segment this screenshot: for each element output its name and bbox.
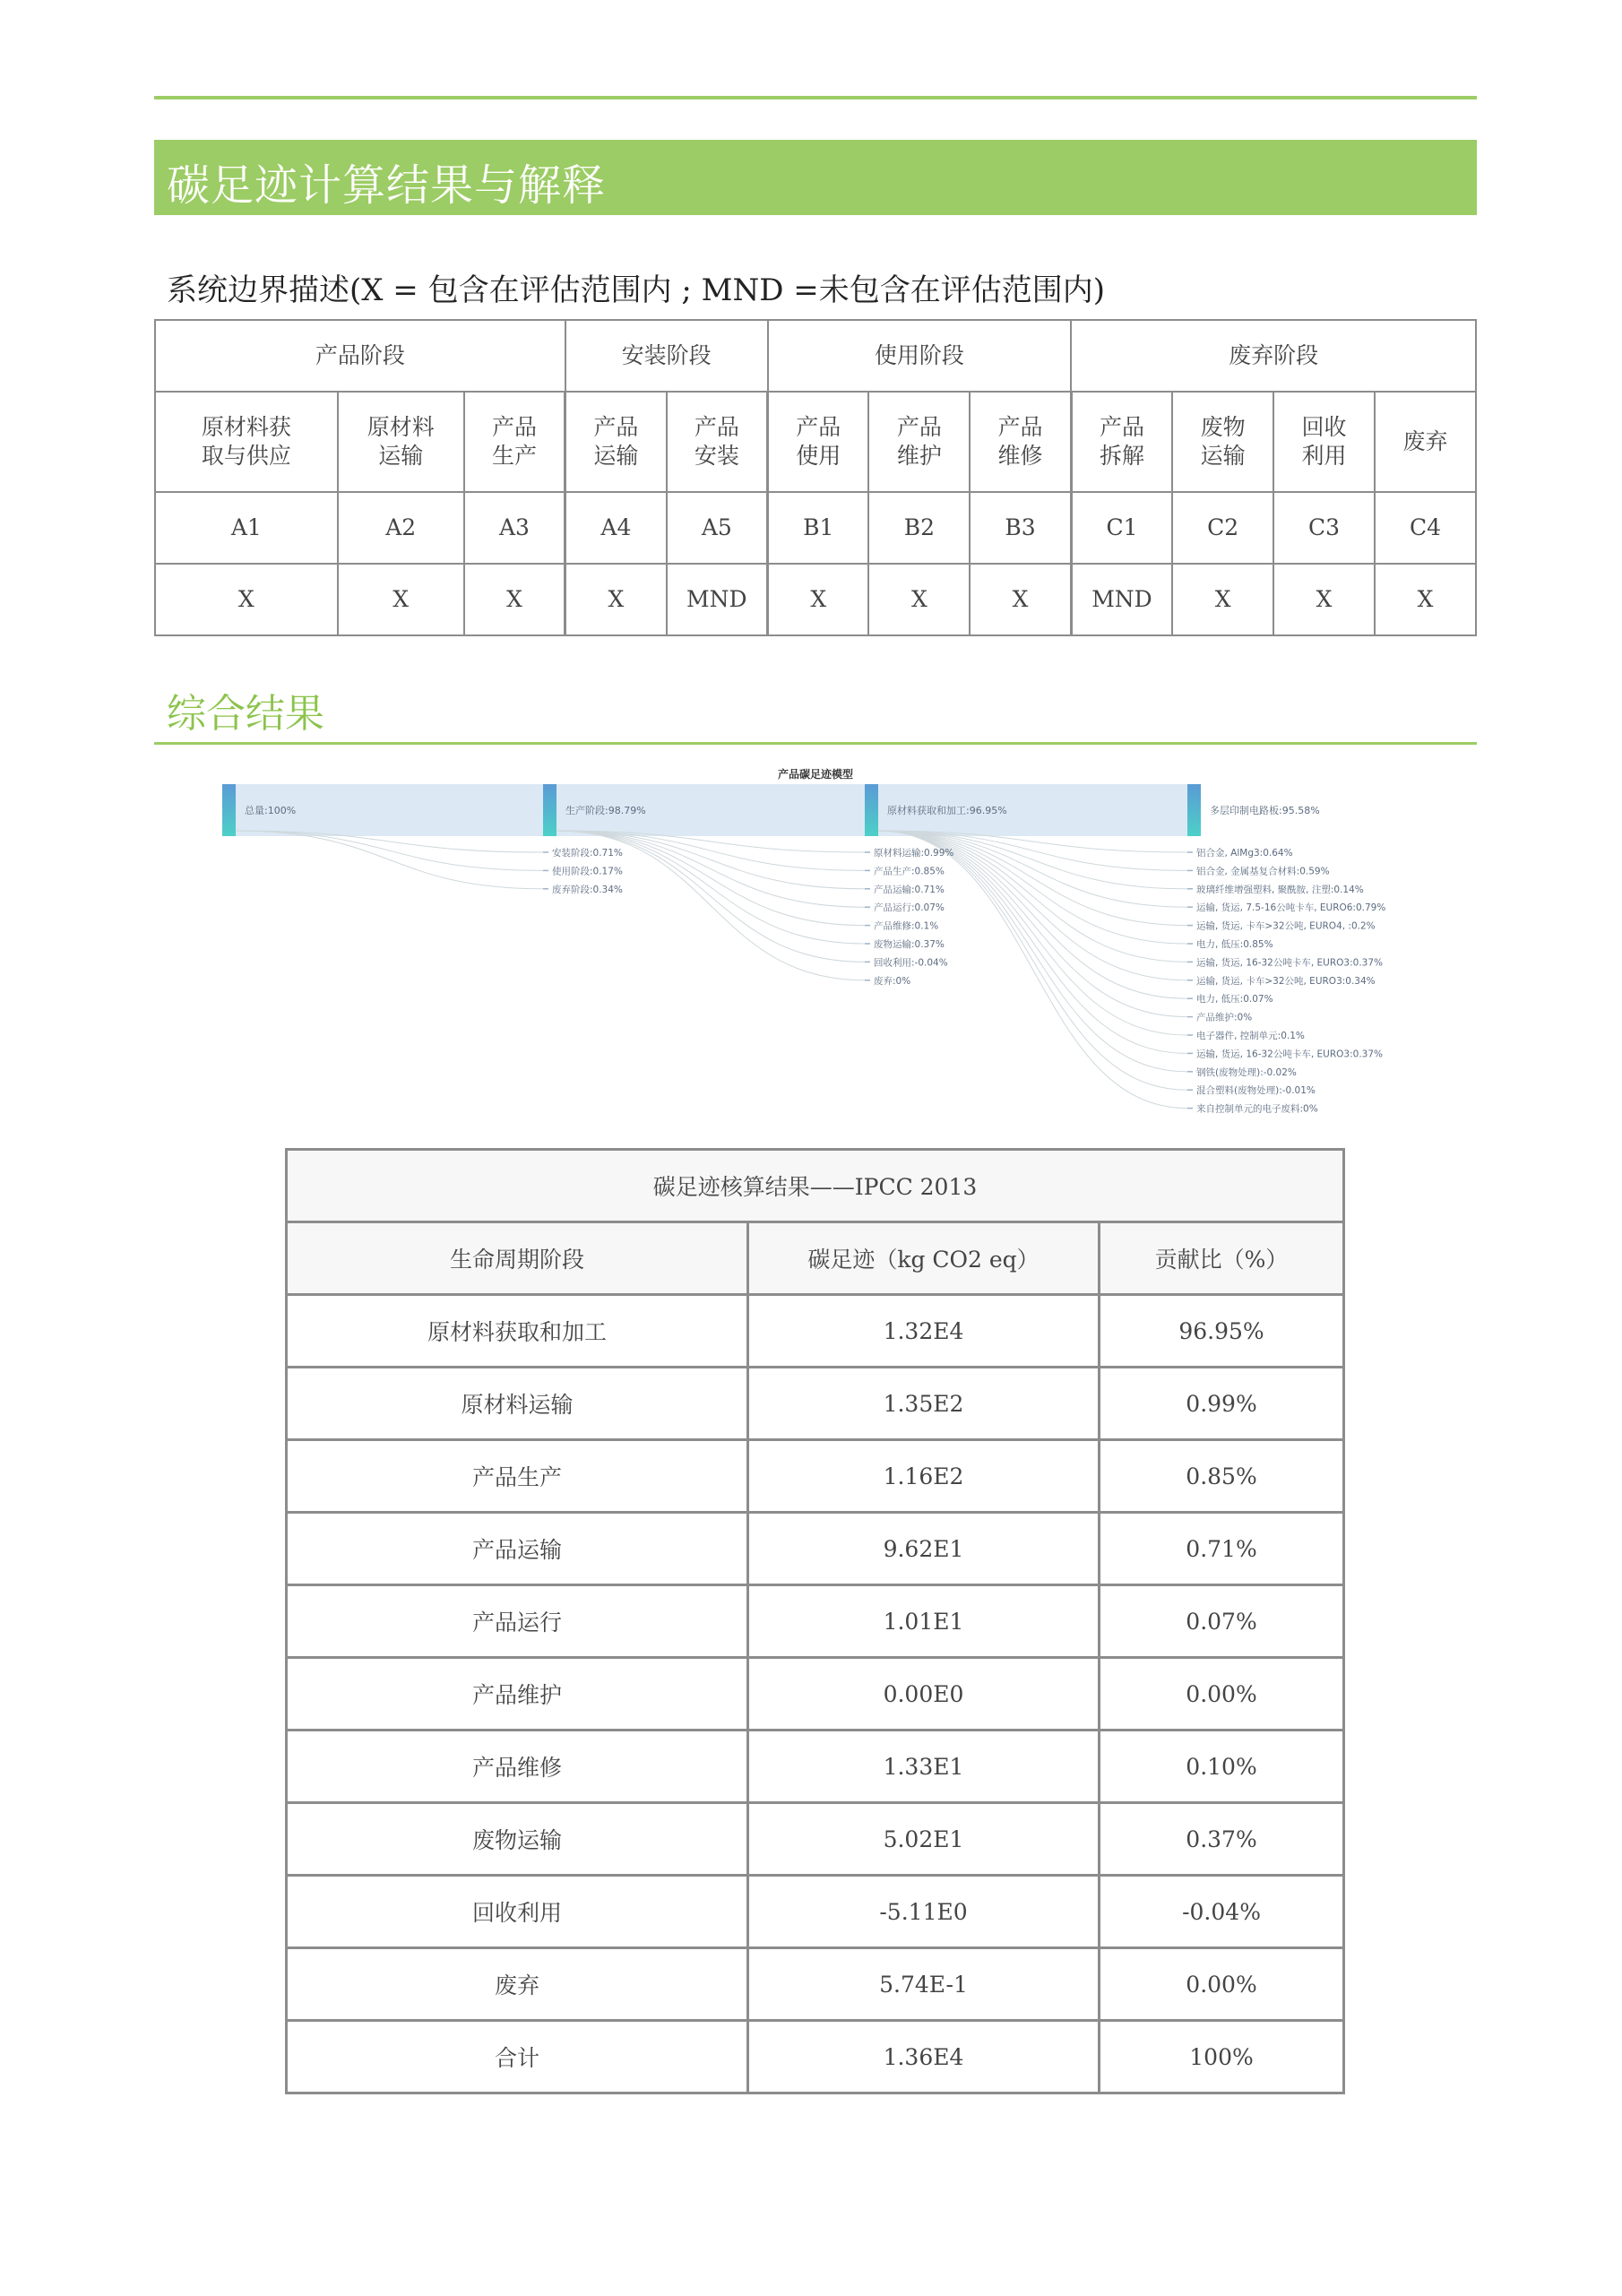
module-label-line: 产品: [593, 414, 639, 440]
sankey-node-label: 生产阶段:98.79%: [565, 805, 646, 816]
sankey-leaf-label: 回收利用:-0.04%: [874, 957, 948, 969]
module-label-line: 产品: [491, 414, 537, 440]
sankey-link: [556, 831, 865, 926]
result-row: [287, 1948, 1344, 2021]
module-row: [155, 392, 1476, 492]
module-cell: [868, 392, 970, 492]
result-cell-stage: 废弃: [287, 1948, 748, 2021]
header-ratio: 贡献比（%）: [1100, 1222, 1344, 1295]
result-cell-ratio: 0.71%: [1100, 1513, 1344, 1585]
module-code-cell: A3: [464, 492, 565, 564]
result-cell-footprint: 9.62E1: [748, 1513, 1100, 1585]
overall-results-title: 综合结果: [167, 691, 324, 737]
module-scope-cell: MND: [667, 564, 768, 635]
result-row: [287, 1658, 1344, 1731]
module-label-line: 使用: [796, 443, 841, 469]
stage-cell: 产品阶段: [155, 320, 565, 392]
module-label-line: 产品: [694, 414, 739, 440]
result-cell-stage: 产品运行: [287, 1585, 748, 1658]
module-scope-cell: X: [768, 564, 869, 635]
module-label-line: 产品: [796, 414, 841, 440]
result-row: [287, 1295, 1344, 1368]
result-cell-stage: 合计: [287, 2021, 748, 2093]
module-cell: [565, 392, 667, 492]
sankey-leaf-label: 产品生产:0.85%: [874, 866, 945, 877]
module-code-cell: B2: [868, 492, 970, 564]
module-scope-cell: MND: [1071, 564, 1172, 635]
sankey-leaf-label: 钢铁(废物处理):-0.02%: [1196, 1066, 1297, 1078]
module-label-line: 生产: [491, 443, 537, 469]
sankey-leaf-label: 运输, 货运, 卡车>32公吨, EURO3:0.34%: [1196, 975, 1376, 987]
module-scope-cell: X: [868, 564, 970, 635]
result-cell-footprint: 1.32E4: [748, 1295, 1100, 1368]
sankey-leaf-label: 电力, 低压:0.85%: [1196, 939, 1273, 950]
results-header-row: [287, 1222, 1344, 1295]
module-label-line: 原材料: [367, 414, 435, 440]
result-cell-stage: 废物运输: [287, 1803, 748, 1876]
module-code-cell: B1: [768, 492, 869, 564]
result-cell-ratio: 0.00%: [1100, 1658, 1344, 1731]
value-row: [155, 564, 1476, 635]
result-row: [287, 2021, 1344, 2093]
result-cell-footprint: -5.11E0: [748, 1876, 1100, 1948]
sankey-node-label: 总量:100%: [245, 805, 297, 816]
sankey-leaf-label: 运输, 货运, 16-32公吨卡车, EURO3:0.37%: [1196, 957, 1383, 969]
result-cell-footprint: 1.35E2: [748, 1368, 1100, 1440]
module-code-cell: C2: [1172, 492, 1273, 564]
boundary-title: 系统边界描述(X = 包含在评估范围内 ; MND =未包含在评估范围内): [167, 272, 1106, 308]
sankey-leaf-label: 产品维护:0%: [1196, 1012, 1253, 1023]
module-code-cell: C3: [1273, 492, 1375, 564]
sankey-leaf-label: 电力, 低压:0.07%: [1196, 994, 1273, 1006]
result-row: [287, 1368, 1344, 1440]
module-label-line: 运输: [1200, 443, 1246, 469]
module-code-cell: A5: [667, 492, 768, 564]
results-title-row: [287, 1150, 1344, 1222]
module-label-line: 取与供应: [201, 443, 291, 469]
result-cell-stage: 原材料获取和加工: [287, 1295, 748, 1368]
header-footprint: 碳足迹（kg CO2 eq）: [748, 1222, 1100, 1295]
result-row: [287, 1585, 1344, 1658]
result-cell-footprint: 0.00E0: [748, 1658, 1100, 1731]
module-cell: [768, 392, 869, 492]
sankey-node: [222, 784, 236, 836]
module-label-line: 产品: [1099, 414, 1144, 440]
module-label-line: 运输: [378, 443, 424, 469]
result-cell-footprint: 5.02E1: [748, 1803, 1100, 1876]
module-scope-cell: X: [1273, 564, 1375, 635]
sankey-link: [878, 831, 1187, 1035]
result-cell-ratio: -0.04%: [1100, 1876, 1344, 1948]
module-label-line: 维护: [896, 443, 942, 469]
section-title: 碳足迹计算结果与解释: [167, 160, 607, 211]
stage-cell: 安装阶段: [565, 320, 768, 392]
module-scope-cell: X: [338, 564, 464, 635]
sankey-leaf-label: 铝合金, AlMg3:0.64%: [1196, 848, 1293, 859]
result-cell-ratio: 0.99%: [1100, 1368, 1344, 1440]
result-cell-ratio: 100%: [1100, 2021, 1344, 2093]
result-cell-footprint: 5.74E-1: [748, 1948, 1100, 2021]
result-cell-ratio: 0.10%: [1100, 1731, 1344, 1803]
sankey-leaf-label: 来自控制单元的电子废料:0%: [1196, 1103, 1318, 1115]
sankey-link: [236, 831, 543, 889]
module-label-line: 废弃: [1402, 428, 1448, 454]
result-row: [287, 1803, 1344, 1876]
sankey-node: [865, 784, 878, 836]
sankey-leaf-label: 运输, 货运, 卡车>32公吨, EURO4, :0.2%: [1196, 920, 1376, 932]
module-label-line: 回收: [1301, 414, 1347, 440]
sankey-leaf-label: 使用阶段:0.17%: [552, 866, 623, 877]
result-cell-stage: 产品维护: [287, 1658, 748, 1731]
module-code-cell: C4: [1375, 492, 1476, 564]
sankey-link: [236, 831, 543, 870]
result-row: [287, 1513, 1344, 1585]
module-code-cell: C1: [1071, 492, 1172, 564]
result-cell-ratio: 0.85%: [1100, 1440, 1344, 1513]
sankey-leaf-label: 运输, 货运, 7.5-16公吨卡车, EURO6:0.79%: [1196, 902, 1386, 914]
result-row: [287, 1440, 1344, 1513]
module-scope-cell: X: [565, 564, 667, 635]
result-cell-stage: 产品维修: [287, 1731, 748, 1803]
sankey-leaf-label: 废物运输:0.37%: [874, 939, 945, 950]
sankey-node: [1187, 784, 1201, 836]
module-cell: [155, 392, 338, 492]
module-cell: [1071, 392, 1172, 492]
result-cell-stage: 原材料运输: [287, 1368, 748, 1440]
result-cell-ratio: 0.37%: [1100, 1803, 1344, 1876]
sankey-title: 产品碳足迹模型: [777, 768, 854, 781]
module-label-line: 维修: [997, 443, 1043, 469]
stage-row: [155, 320, 1476, 392]
overall-results-divider: [154, 742, 1477, 745]
sankey-leaf-label: 电子器件, 控制单元:0.1%: [1196, 1031, 1305, 1041]
module-label-line: 拆解: [1099, 443, 1144, 469]
module-scope-cell: X: [970, 564, 1071, 635]
sankey-node: [543, 784, 556, 836]
code-row: [155, 492, 1476, 564]
module-code-cell: A4: [565, 492, 667, 564]
sankey-leaf-label: 混合塑料(废物处理):-0.01%: [1196, 1085, 1316, 1097]
module-cell: [1172, 392, 1273, 492]
module-cell: [1375, 392, 1476, 492]
sankey-leaf-label: 铝合金, 金属基复合材料:0.59%: [1196, 866, 1330, 877]
sankey-leaf-label: 安装阶段:0.71%: [552, 848, 623, 859]
module-code-cell: A2: [338, 492, 464, 564]
sankey-node-label: 原材料获取和加工:96.95%: [887, 805, 1007, 816]
carbon-footprint-results-table: [285, 1148, 1345, 2094]
result-row: [287, 1731, 1344, 1803]
result-cell-footprint: 1.01E1: [748, 1585, 1100, 1658]
module-cell: [1273, 392, 1375, 492]
sankey-leaf-label: 产品维修:0.1%: [874, 920, 939, 932]
module-scope-cell: X: [155, 564, 338, 635]
module-scope-cell: X: [1375, 564, 1476, 635]
result-cell-stage: 产品生产: [287, 1440, 748, 1513]
module-scope-cell: X: [1172, 564, 1273, 635]
result-cell-ratio: 0.07%: [1100, 1585, 1344, 1658]
module-cell: [970, 392, 1071, 492]
system-boundary-table: [154, 319, 1477, 636]
module-label-line: 原材料获: [201, 414, 291, 440]
stage-cell: 使用阶段: [768, 320, 1072, 392]
sankey-leaf-label: 运输, 货运, 16-32公吨卡车, EURO3:0.37%: [1196, 1049, 1383, 1060]
sankey-leaf-label: 产品运行:0.07%: [874, 902, 945, 914]
module-label-line: 产品: [997, 414, 1043, 440]
module-label-line: 废物: [1200, 414, 1246, 440]
module-label-line: 运输: [593, 443, 639, 469]
result-cell-footprint: 1.16E2: [748, 1440, 1100, 1513]
sankey-leaf-label: 废弃:0%: [874, 975, 911, 987]
module-label-line: 利用: [1301, 443, 1347, 469]
stage-cell: 废弃阶段: [1071, 320, 1476, 392]
module-cell: [667, 392, 768, 492]
header-stage: 生命周期阶段: [287, 1222, 748, 1295]
result-cell-stage: 回收利用: [287, 1876, 748, 1948]
module-cell: [338, 392, 464, 492]
module-code-cell: A1: [155, 492, 338, 564]
module-cell: [464, 392, 565, 492]
sankey-leaf-label: 废弃阶段:0.34%: [552, 884, 623, 895]
result-cell-stage: 产品运输: [287, 1513, 748, 1585]
result-cell-footprint: 1.36E4: [748, 2021, 1100, 2093]
sankey-leaf-label: 原材料运输:0.99%: [874, 848, 954, 859]
module-label-line: 安装: [694, 443, 739, 469]
section-banner: [154, 140, 1477, 215]
module-code-cell: B3: [970, 492, 1071, 564]
result-cell-ratio: 0.00%: [1100, 1948, 1344, 2021]
sankey-diagram: [215, 762, 1452, 1120]
sankey-node-label: 多层印制电路板:95.58%: [1210, 805, 1320, 816]
results-title: 碳足迹核算结果——IPCC 2013: [287, 1150, 1344, 1222]
result-cell-footprint: 1.33E1: [748, 1731, 1100, 1803]
sankey-leaf-label: 产品运输:0.71%: [874, 884, 945, 895]
sankey-link: [556, 831, 865, 889]
top-divider: [154, 96, 1477, 99]
module-scope-cell: X: [464, 564, 565, 635]
module-label-line: 产品: [896, 414, 942, 440]
result-row: [287, 1876, 1344, 1948]
sankey-leaf-label: 玻璃纤维增强塑料, 聚酰胺, 注塑:0.14%: [1196, 884, 1364, 895]
result-cell-ratio: 96.95%: [1100, 1295, 1344, 1368]
